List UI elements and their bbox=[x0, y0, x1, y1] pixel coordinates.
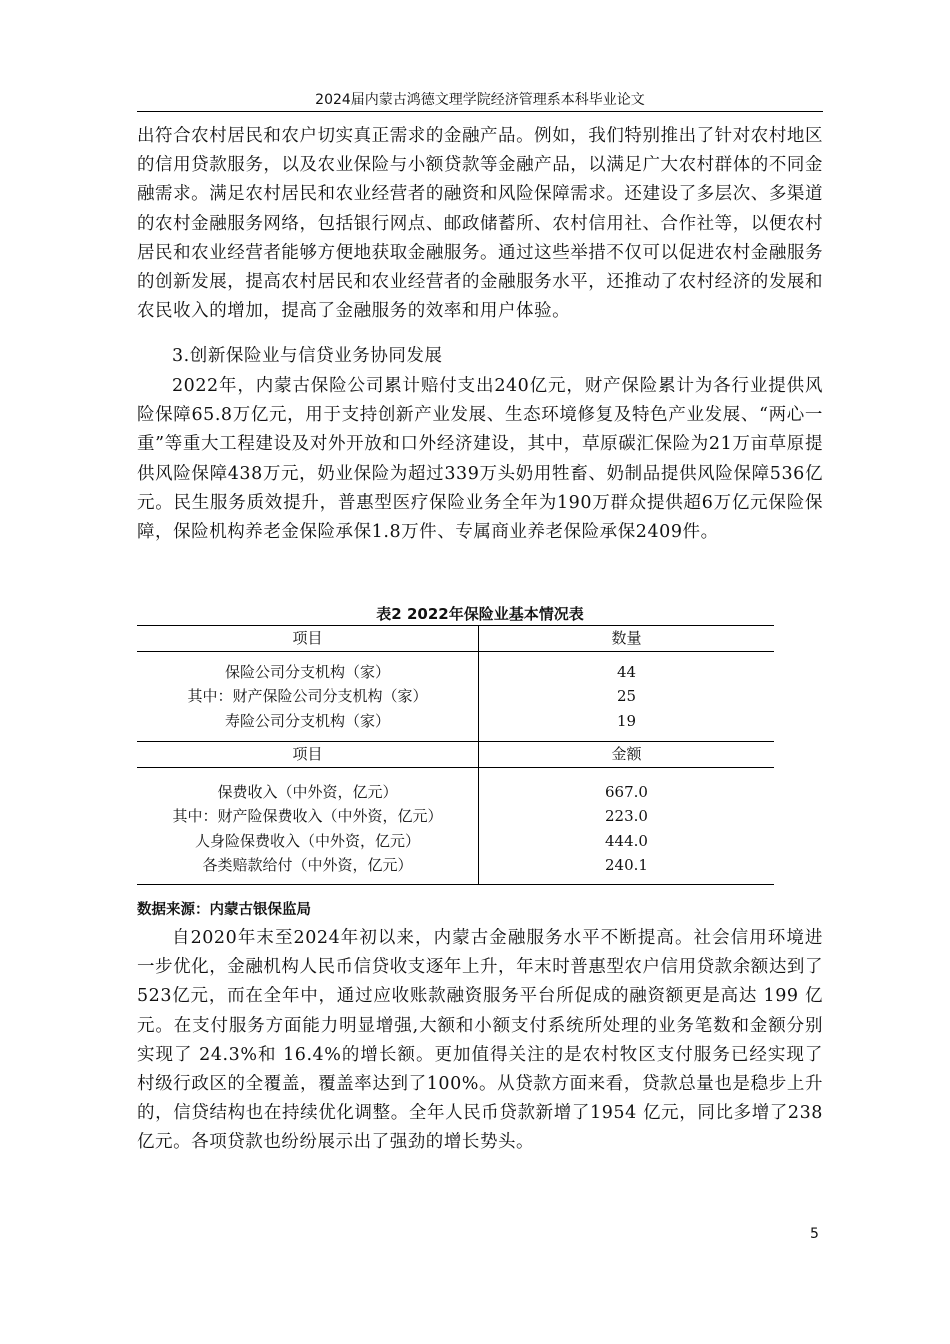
row-label: 保险公司分支机构（家） bbox=[137, 660, 479, 685]
paragraph-finance-service: 自2020年末至2024年初以来，内蒙古金融服务水平不断提高。社会信用环境进一步优化，金融机构人民币信贷收支逐年上升，年末时普惠型农户信用贷款余额达到了523亿元，而在全年中，通过应收账款融资服务平台所促成的融资额更是高达 199 亿元。在支付服务方面能力明显增强,大额和小额支付系统所处理的业务笔数和金额分别实现了 24.3%和 16.4%的增长额。更加值得关注的是农村牧区支付服务已经实现了村级行政区的全覆盖，覆盖率达到了100%。从贷款方面来看，贷款总量也是稳步上升的，信贷结构也在持续优化调整。全年人民币贷款新增了1954 亿元，同比多增了238亿元。各项贷款也纷纷展示出了强劲的增长势头。 bbox=[137, 928, 823, 1153]
column-header-item: 项目 bbox=[137, 742, 479, 768]
row-value: 223.0 bbox=[605, 807, 648, 825]
column-header-item: 项目 bbox=[137, 626, 479, 652]
row-value: 19 bbox=[616, 711, 637, 730]
insurance-stats-table bbox=[137, 625, 774, 885]
row-label: 其中：财产险保费收入（中外资，亿元） bbox=[137, 804, 479, 829]
table-row bbox=[137, 660, 774, 685]
table-row bbox=[137, 709, 774, 734]
section-heading: 3.创新保险业与信贷业务协同发展 bbox=[172, 346, 443, 366]
page-number: 5 bbox=[810, 1226, 819, 1242]
table-section-header-row bbox=[137, 742, 774, 768]
table-row bbox=[137, 853, 774, 878]
row-value: 25 bbox=[616, 687, 637, 705]
table-row bbox=[137, 829, 774, 854]
table-caption: 表2 2022年保险业基本情况表 bbox=[376, 605, 584, 623]
running-header: 2024届内蒙古鸿德文理学院经济管理系本科毕业论文 bbox=[315, 92, 645, 108]
row-value: 667.0 bbox=[605, 782, 648, 801]
row-label: 寿险公司分支机构（家） bbox=[137, 709, 479, 734]
paragraph-insurance: 2022年，内蒙古保险公司累计赔付支出240亿元，财产保险累计为各行业提供风险保障65.8万亿元，用于支持创新产业发展、生态环境修复及特色产业发展、“两心一重”等重大工程建设及对外开放和口外经济建设，其中，草原碳汇保险为21万亩草原提供风险保障438万元，奶业保险为超过339万头奶用牲畜、奶制品提供风险保障536亿元。民生服务质效提升，普惠型医疗保险业务全年为190万群众提供超6万亿元保险保障，保险机构养老金保险承保1.8万件、专属商业养老保险承保2409件。 bbox=[137, 376, 823, 543]
row-value: 240.1 bbox=[605, 856, 648, 874]
header-rule bbox=[137, 111, 823, 112]
table-row bbox=[137, 804, 774, 829]
row-label: 人身险保费收入（中外资，亿元） bbox=[137, 829, 479, 854]
column-header-count: 数量 bbox=[479, 626, 775, 652]
row-value: 44 bbox=[616, 662, 637, 681]
column-header-amount: 金额 bbox=[479, 742, 775, 768]
table-row bbox=[137, 780, 774, 805]
row-label: 各类赔款给付（中外资，亿元） bbox=[137, 853, 479, 878]
table-source-note: 数据来源：内蒙古银保监局 bbox=[137, 902, 311, 918]
table-header-row bbox=[137, 626, 774, 652]
row-label: 其中：财产保险公司分支机构（家） bbox=[137, 684, 479, 709]
row-value: 444.0 bbox=[605, 831, 648, 850]
table-row bbox=[137, 684, 774, 709]
paragraph-continuation: 出符合农村居民和农户切实真正需求的金融产品。例如，我们特别推出了针对农村地区的信用贷款服务，以及农业保险与小额贷款等金融产品，以满足广大农村群体的不同金融需求。满足农村居民和农业经营者的融资和风险保障需求。还建设了多层次、多渠道的农村金融服务网络，包括银行网点、邮政储蓄所、农村信用社、合作社等，以便农村居民和农业经营者能够方便地获取金融服务。通过这些举措不仅可以促进农村金融服务的创新发展，提高农村居民和农业经营者的金融服务水平，还推动了农村经济的发展和农民收入的增加，提高了金融服务的效率和用户体验。 bbox=[137, 126, 823, 322]
row-label: 保费收入（中外资，亿元） bbox=[137, 780, 479, 805]
